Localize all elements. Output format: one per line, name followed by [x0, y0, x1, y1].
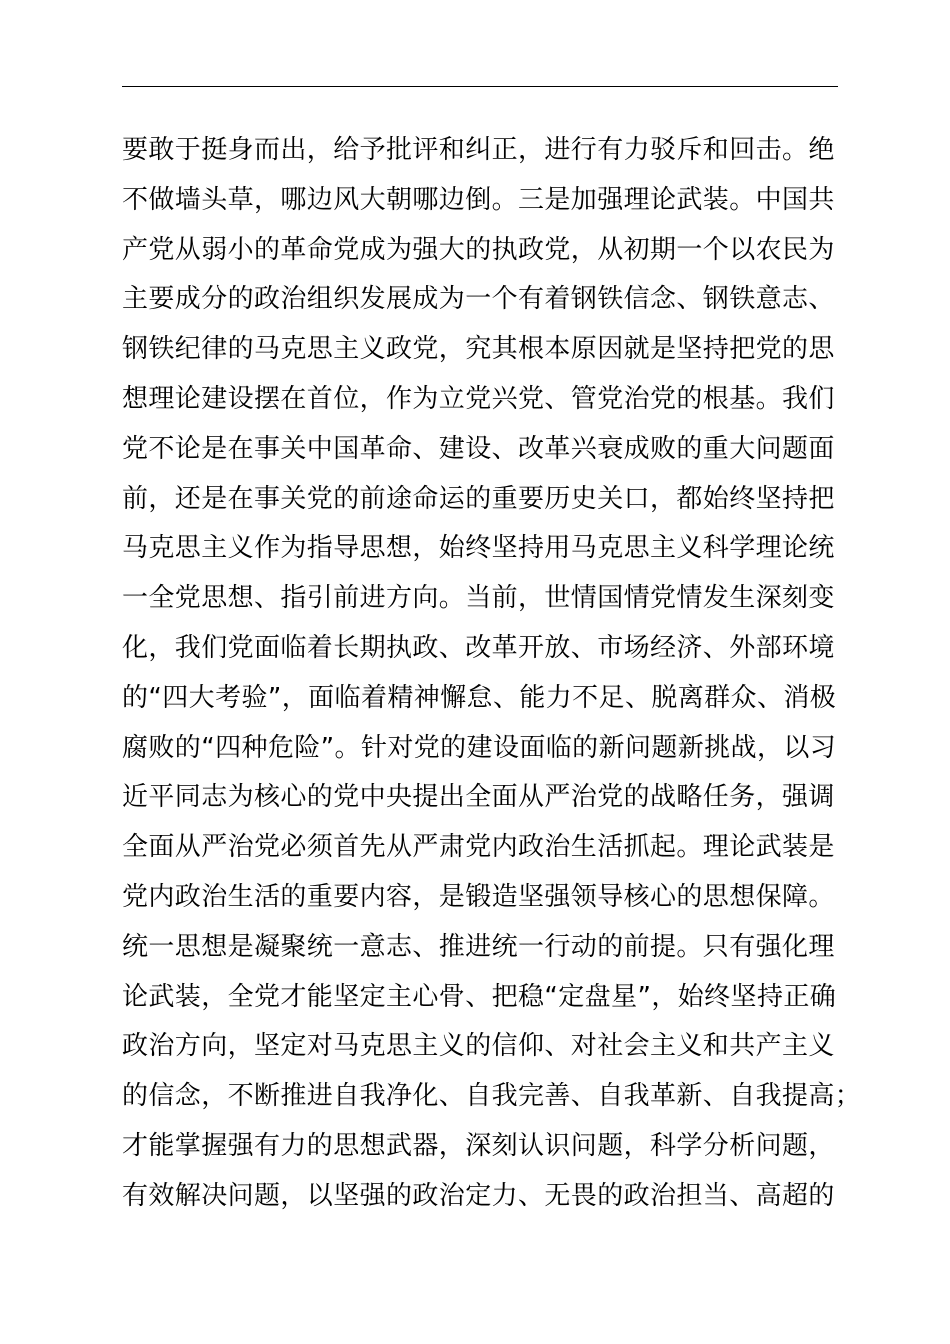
text-line: 党内政治生活的重要内容，是锻造坚强领导核心的思想保障。 [122, 881, 835, 912]
text-line: 的“四大考验”，面临着精神懈怠、能力不足、脱离群众、消极 [122, 682, 837, 713]
body-text [122, 126, 862, 1222]
text-line: 的信念，不断推进自我净化、自我完善、自我革新、自我提高； [122, 1081, 862, 1112]
text-line: 一全党思想、指引前进方向。当前，世情国情党情发生深刻变 [122, 583, 835, 614]
text-line: 近平同志为核心的党中央提出全面从严治党的战略任务，强调 [122, 782, 835, 813]
text-line: 全面从严治党必须首先从严肃党内政治生活抓起。理论武装是 [122, 832, 835, 863]
text-line: 前，还是在事关党的前途命运的重要历史关口，都始终坚持把 [122, 483, 835, 514]
text-line: 才能掌握强有力的思想武器，深刻认识问题，科学分析问题， [122, 1130, 835, 1161]
text-line: 统一思想是凝聚统一意志、推进统一行动的前提。只有强化理 [122, 931, 835, 962]
text-line: 不做墙头草，哪边风大朝哪边倒。三是加强理论武装。中国共 [122, 184, 835, 215]
text-line: 主要成分的政治组织发展成为一个有着钢铁信念、钢铁意志、 [122, 284, 835, 315]
text-line: 论武装，全党才能坚定主心骨、把稳“定盘星”，始终坚持正确 [122, 981, 837, 1012]
text-line: 有效解决问题，以坚强的政治定力、无畏的政治担当、高超的 [122, 1180, 835, 1211]
header-rule [122, 86, 838, 87]
text-line: 化，我们党面临着长期执政、改革开放、市场经济、外部环境 [122, 632, 835, 663]
text-line: 产党从弱小的革命党成为强大的执政党，从初期一个以农民为 [122, 234, 835, 265]
text-line: 腐败的“四种危险”。针对党的建设面临的新问题新挑战，以习 [122, 732, 837, 763]
text-line: 马克思主义作为指导思想，始终坚持用马克思主义科学理论统 [122, 533, 835, 564]
text-line: 钢铁纪律的马克思主义政党，究其根本原因就是坚持把党的思 [122, 334, 835, 365]
text-line: 想理论建设摆在首位，作为立党兴党、管党治党的根基。我们 [122, 383, 835, 414]
text-line: 要敢于挺身而出，给予批评和纠正，进行有力驳斥和回击。绝 [122, 135, 835, 165]
text-line: 政治方向，坚定对马克思主义的信仰、对社会主义和共产主义 [122, 1031, 835, 1062]
text-line: 党不论是在事关中国革命、建设、改革兴衰成败的重大问题面 [122, 433, 835, 464]
